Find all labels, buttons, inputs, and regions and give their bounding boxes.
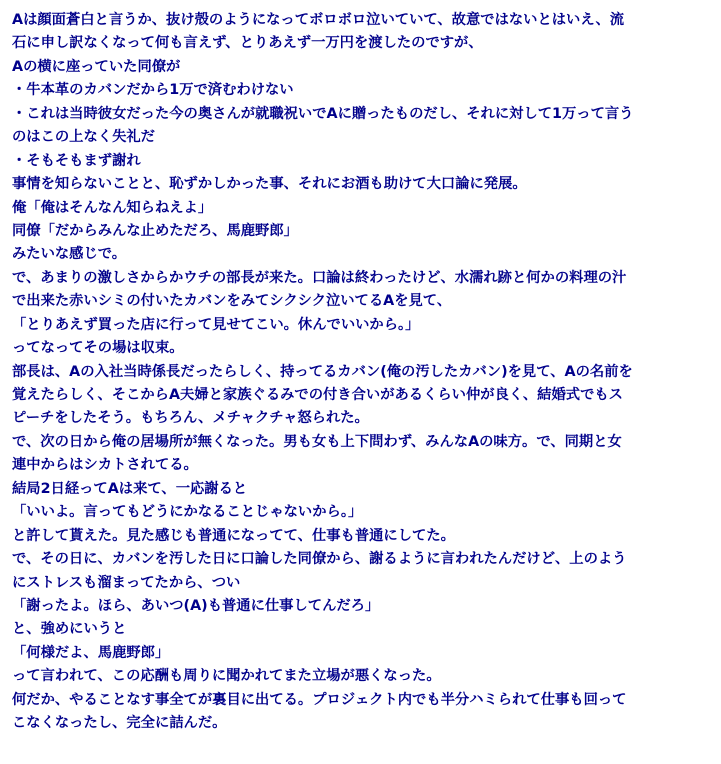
text-line: Aの横に座っていた同僚が bbox=[12, 58, 181, 75]
text-line: 同僚「だからみんな止めただろ、馬鹿野郎」 bbox=[12, 222, 298, 239]
text-line: こなくなったし、完全に詰んだ。 bbox=[12, 715, 227, 732]
text-line: 石に申し訳なくなって何も言えず、とりあえず一万円を渡したのですが、 bbox=[12, 35, 483, 52]
text-line: のはこの上なく失礼だ bbox=[12, 129, 155, 146]
text-line: って言われて、この応酬も周りに聞かれてまた立場が悪くなった。 bbox=[12, 668, 441, 685]
text-line: で、次の日から俺の居場所が無くなった。男も女も上下問わず、みんなAの味方。で、同期と女 bbox=[12, 433, 622, 450]
text-line: にストレスも溜まってたから、つい bbox=[12, 574, 241, 591]
document-body bbox=[12, 9, 712, 736]
text-line: ・牛本革のカバンだから1万で済むわけない bbox=[12, 82, 294, 99]
text-line: 「何様だよ、馬鹿野郎」 bbox=[12, 644, 170, 661]
text-line: Aは顔面蒼白と言うか、抜け殻のようになってボロボロ泣いていて、故意ではないとはいえ、流 bbox=[12, 12, 625, 28]
text-line: 覚えたらしく、そこからA夫婦と家族ぐるみでの付き合いがあるくらい仲が良く、結婚式でもス bbox=[12, 387, 623, 403]
text-line: 連中からはシカトされてる。 bbox=[12, 457, 198, 474]
text-line: 部長は、Aの入社当時係長だったらしく、持ってるカバン(俺の汚したカバン)を見て、Aの名前を bbox=[12, 363, 633, 380]
text-line: 俺「俺はそんなん知らねえよ」 bbox=[12, 199, 213, 216]
text-line: ・これは当時彼女だった今の奥さんが就職祝いでAに贈ったものだし、それに対して1万って言う bbox=[12, 105, 634, 122]
text-line: と許して貰えた。見た感じも普通になってて、仕事も普通にしてた。 bbox=[12, 527, 455, 544]
text-line: で出来た赤いシミの付いたカバンをみてシクシク泣いてるAを見て、 bbox=[12, 293, 452, 310]
text-line: ってなってその場は収束。 bbox=[12, 340, 184, 357]
text-line: 「謝ったよ。ほら、あいつ(A)も普通に仕事してんだろ」 bbox=[12, 597, 380, 614]
text-line: 事情を知らないことと、恥ずかしかった事、それにお酒も助けて大口論に発展。 bbox=[12, 176, 527, 193]
text-line: 「いいよ。言ってもどうにかなることじゃないから。」 bbox=[12, 504, 363, 521]
text-line: 何だか、やることなす事全てが裏目に出てる。プロジェクト内でも半分ハミられて仕事も回って bbox=[12, 691, 627, 708]
text-line: で、あまりの激しさからかウチの部長が来た。口論は終わったけど、水濡れ跡と何かの料理の汁 bbox=[12, 269, 627, 286]
text-line: で、その日に、カバンを汚した日に口論した同僚から、謝るように言われたんだけど、上のよう bbox=[12, 551, 627, 568]
text-line: みたいな感じで。 bbox=[12, 246, 127, 263]
text-line: と、強めにいうと bbox=[12, 621, 127, 638]
text-line: 「とりあえず買った店に行って見せてこい。休んでいいから。」 bbox=[12, 316, 420, 333]
text-line: ピーチをしたそう。もちろん、メチャクチャ怒られた。 bbox=[12, 410, 369, 427]
text-line: ・そもそもまず謝れ bbox=[12, 152, 141, 169]
text-line: 結局2日経ってAは来て、一応謝ると bbox=[12, 480, 248, 497]
